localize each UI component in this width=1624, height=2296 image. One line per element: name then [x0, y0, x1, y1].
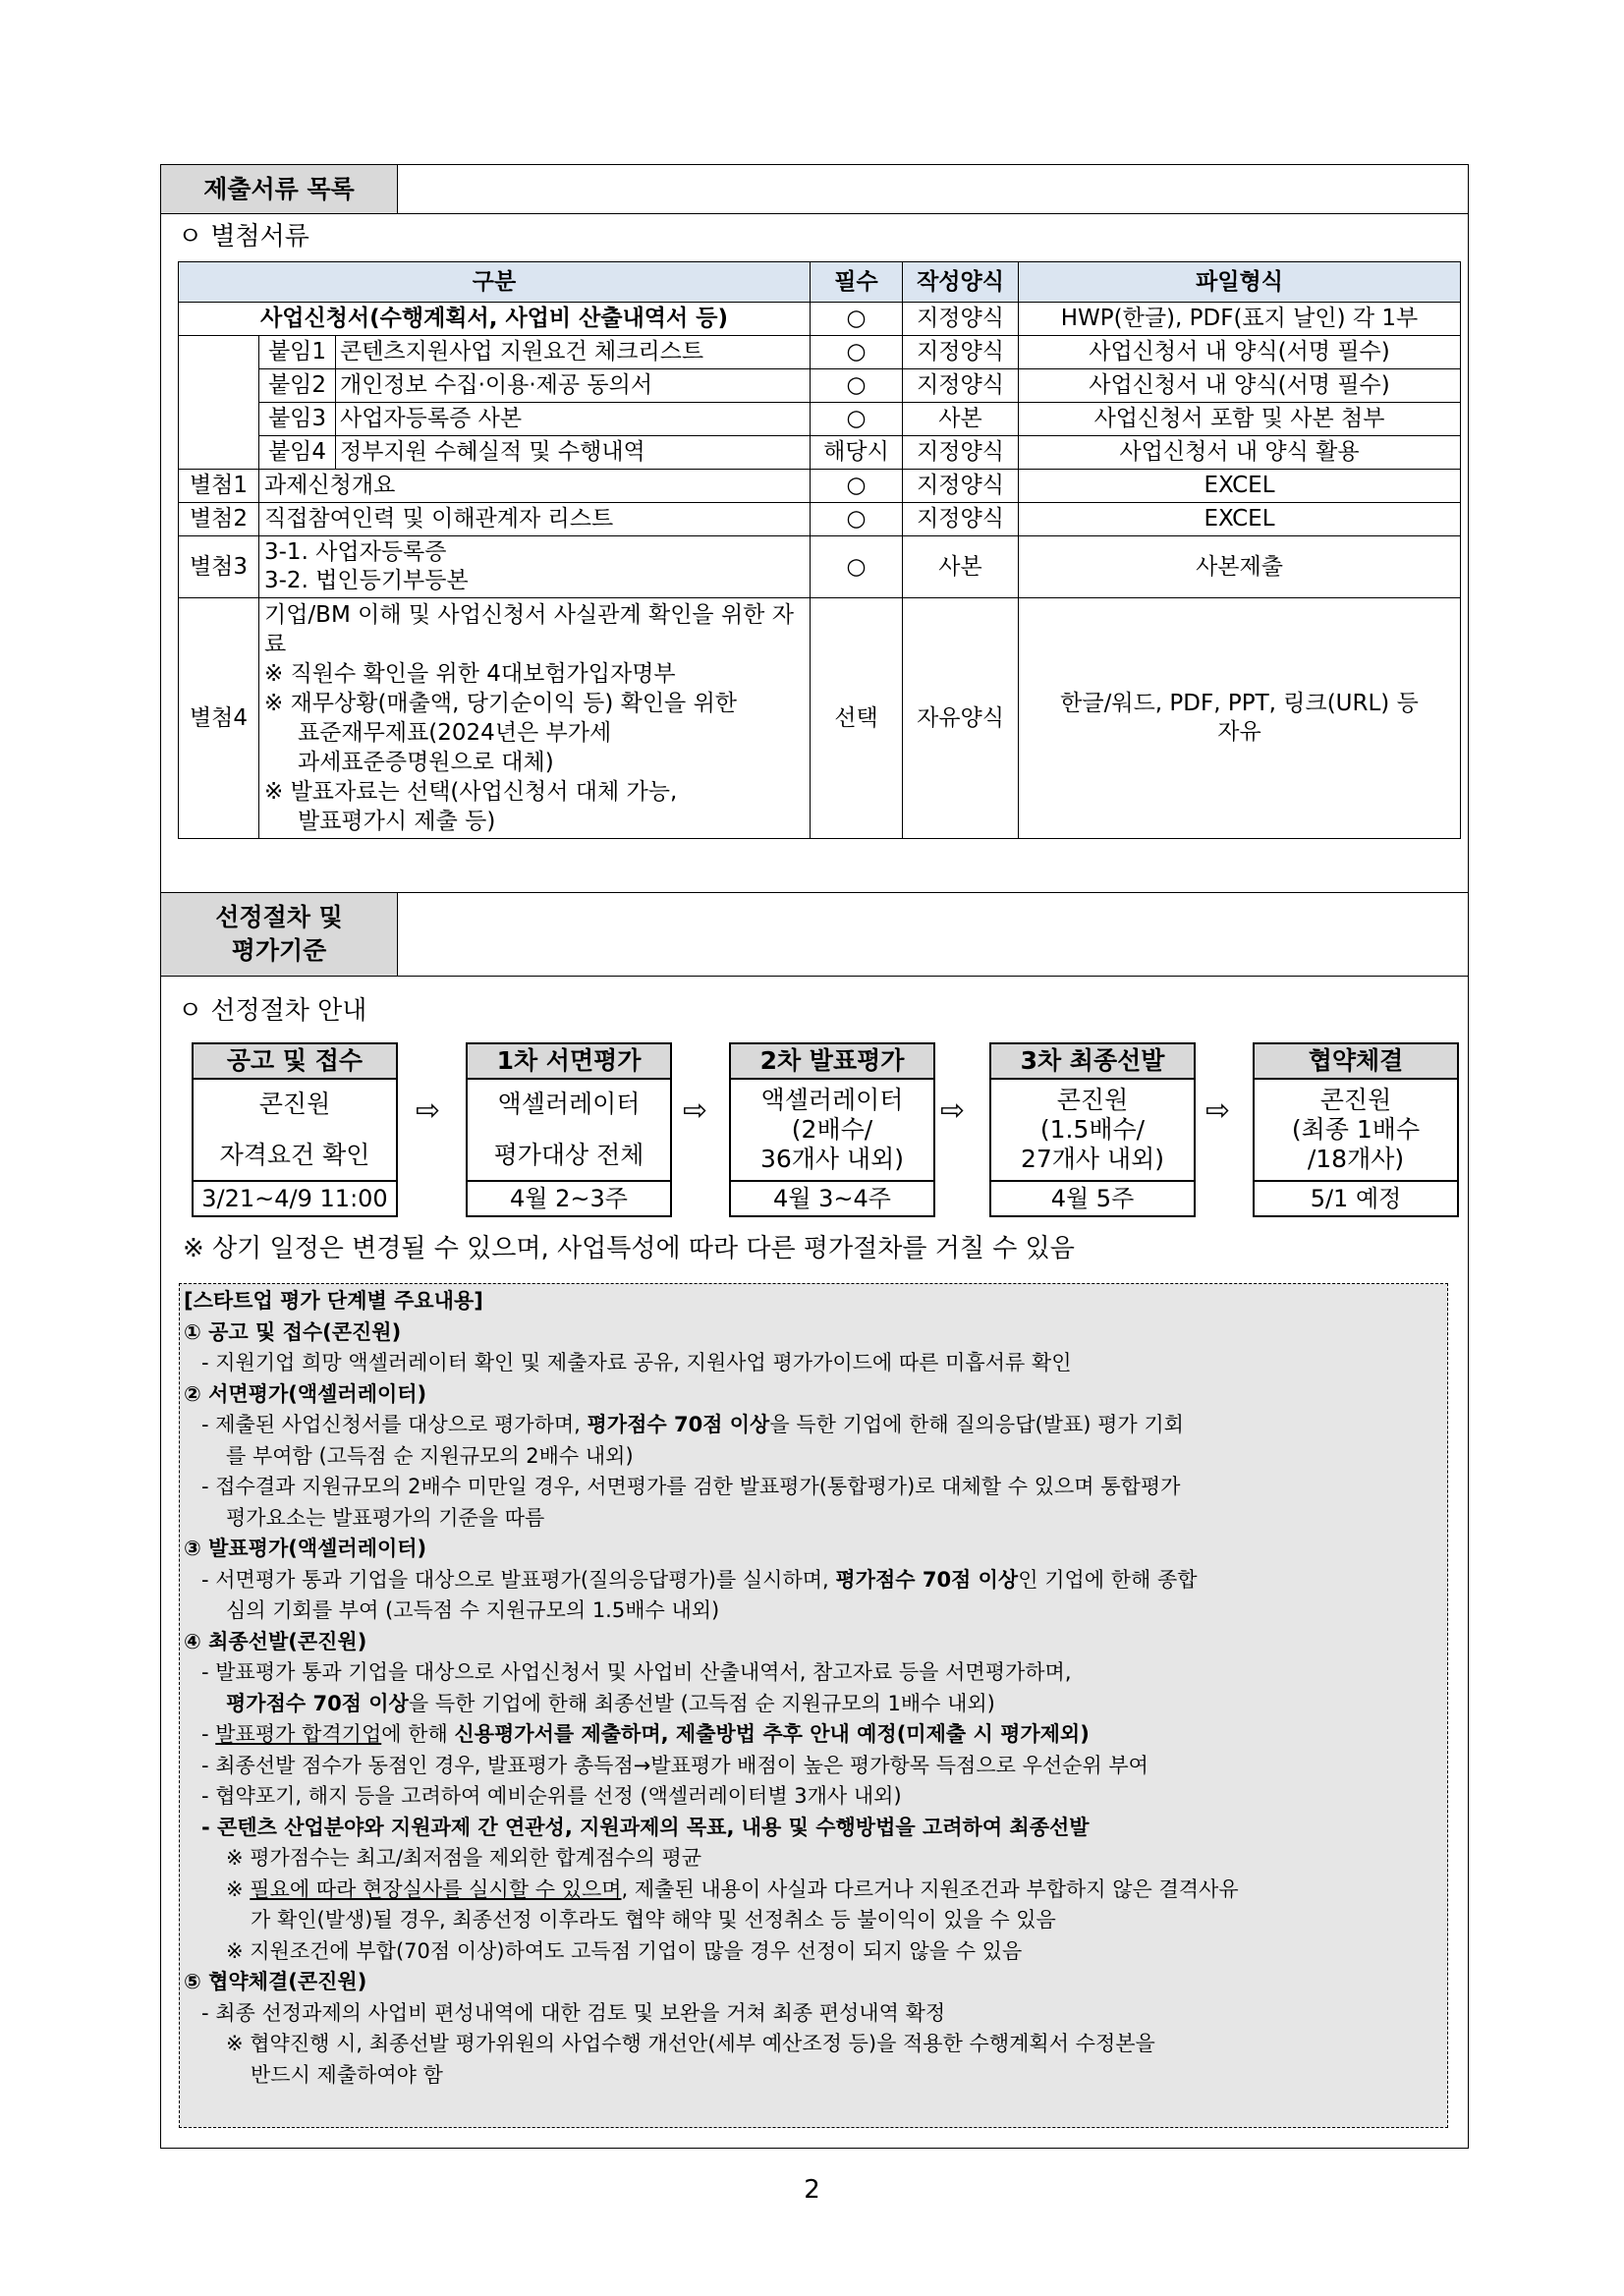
page-number: 2: [804, 2175, 820, 2205]
flow-step: [989, 1042, 1196, 1217]
table-row: [179, 336, 1461, 369]
text-run-bold: 평가점수 70점 이상: [226, 1691, 409, 1715]
sub-label: 정부지원 수혜실적 및 수행내역: [340, 439, 645, 465]
flow-arrow-icon: ⇨: [940, 1093, 966, 1128]
flow-step: [1253, 1042, 1459, 1217]
text-run: 에 한해: [381, 1722, 455, 1746]
flow-step-line: 27개사 내외): [1020, 1145, 1165, 1173]
sub-file: 사업신청서 내 양식 활용: [1019, 436, 1461, 470]
row-main-file: HWP(한글), PDF(표지 날인) 각 1부: [1019, 303, 1461, 336]
stage-heading: ⑤ 협약체결(콘진원): [184, 1970, 367, 1993]
stage-line: [184, 1719, 1443, 1751]
att-req: ○: [811, 470, 903, 503]
sub-row-cell: [259, 369, 811, 403]
header-form: 작성양식: [903, 262, 1019, 303]
sub-row-cell: [259, 436, 811, 470]
att-form: 지정양식: [903, 503, 1019, 536]
stage-line: [184, 1565, 1443, 1596]
section-title-selection: [161, 893, 398, 976]
flow-step-line: 콘진원: [1056, 1086, 1129, 1114]
stage-line: 평가요소는 발표평가의 기준을 따름: [226, 1505, 545, 1530]
text-run-underline: 발표평가 합격기업: [215, 1722, 382, 1746]
stage-line: - 접수결과 지원규모의 2배수 미만일 경우, 서면평가를 검한 발표평가(통합평가)로 대체할 수 있으며 통합평가: [201, 1475, 1181, 1498]
text-run: -: [201, 1722, 216, 1746]
indent-spacer: [179, 336, 259, 470]
sub-file: 사업신청서 포함 및 사본 첨부: [1019, 403, 1461, 436]
flow-arrow-icon: ⇨: [1205, 1093, 1231, 1128]
sub-file: 사업신청서 내 양식(서명 필수): [1019, 369, 1461, 403]
documents-table: [178, 261, 1461, 839]
sub-tag: 붙임4: [259, 436, 336, 469]
flow-step-line: /18개사): [1307, 1145, 1405, 1173]
flow-step-date: 4월 5주: [989, 1182, 1196, 1217]
flow-step-line: 평가대상 전체: [493, 1141, 644, 1169]
att4-line: ※ 직원수 확인을 위한 4대보험가입자명부: [264, 661, 676, 687]
text-run-bold: 평가점수 70점 이상: [835, 1567, 1019, 1592]
att4-file-line: 자유: [1217, 719, 1261, 745]
stage-heading: ③ 발표평가(액셀러레이터): [184, 1537, 427, 1560]
section-title-line: 선정절차 및: [215, 903, 343, 931]
att-label: 과제신청개요: [259, 470, 811, 503]
text-run: 인 기업에 한해 종합: [1018, 1567, 1198, 1592]
flow-step-body: [989, 1080, 1196, 1182]
stage-line: 를 부여함 (고득점 순 지원규모의 2배수 내외): [226, 1443, 634, 1468]
bullet-selection-guide: ㅇ 선정절차 안내: [178, 996, 367, 1026]
flow-step-title: 1차 서면평가: [466, 1042, 672, 1080]
flow-step-line: 콘진원: [258, 1090, 331, 1118]
att-req: ○: [811, 536, 903, 598]
sub-form: 지정양식: [903, 336, 1019, 369]
stage-line: - 최종 선정과제의 사업비 편성내역에 대한 검토 및 보완을 거쳐 최종 편성내역 확정: [201, 2000, 946, 2025]
stage-line: - 지원기업 희망 액셀러레이터 확인 및 제출자료 공유, 지원사업 평가가이드에 따른 미흡서류 확인: [201, 1351, 1072, 1374]
att-file: EXCEL: [1019, 470, 1461, 503]
text-run: - 서면평가 통과 기업을 대상으로 발표평가(질의응답평가)를 실시하며,: [201, 1567, 836, 1592]
header-category: 구분: [179, 262, 811, 303]
stage-note: ※ 평가점수는 최고/최저점을 제외한 합계점수의 평균: [226, 1846, 702, 1870]
sub-label: 개인정보 수집·이용·제공 동의서: [340, 372, 653, 398]
sub-tag: 붙임3: [259, 403, 336, 435]
sub-req: ○: [811, 369, 903, 403]
sub-label: 콘텐츠지원사업 지원요건 체크리스트: [340, 339, 704, 364]
section-header-selection: [161, 892, 1468, 977]
flow-step-title: 공고 및 접수: [192, 1042, 398, 1080]
sub-req: ○: [811, 403, 903, 436]
flow-step-body: [192, 1080, 398, 1182]
sub-form: 사본: [903, 403, 1019, 436]
row-main-label: 사업신청서(수행계획서, 사업비 산출내역서 등): [179, 303, 811, 336]
att-tag: 별첨4: [179, 598, 259, 839]
stage-note: ※ 지원조건에 부합(70점 이상)하여도 고득점 기업이 많을 경우 선정이 되지 않을 수 있음: [226, 1938, 1023, 1963]
sub-tag: 붙임1: [259, 336, 336, 368]
sub-req: 해당시: [811, 436, 903, 470]
stage-note: 반드시 제출하여야 함: [251, 2062, 443, 2087]
stage-line: - 콘텐츠 산업분야와 지원과제 간 연관성, 지원과제의 목표, 내용 및 수행방법을 고려하여 최종선발: [201, 1815, 1090, 1839]
att-file: 사본제출: [1019, 536, 1461, 598]
flow-step-body: [1253, 1080, 1459, 1182]
att-tag: 별첨3: [179, 536, 259, 598]
att4-line: 기업/BM 이해 및 사업신청서 사실관계 확인을 위한 자료: [264, 602, 794, 657]
sub-file: 사업신청서 내 양식(서명 필수): [1019, 336, 1461, 369]
flow-step-line: (1.5배수/: [1039, 1115, 1146, 1144]
flow-step-line: 36개사 내외): [759, 1145, 905, 1173]
flow-step-line: 콘진원: [1319, 1086, 1392, 1114]
att-file: [1019, 598, 1461, 839]
table-row: [179, 403, 1461, 436]
flow-step-date: 4월 3~4주: [729, 1182, 935, 1217]
stage-line: 심의 기회를 부여 (고득점 수 지원규모의 1.5배수 내외): [226, 1598, 720, 1622]
att-label: 직접참여인력 및 이해관계자 리스트: [259, 503, 811, 536]
document-frame: [160, 164, 1469, 2149]
att-form: 자유양식: [903, 598, 1019, 839]
flow-step-date: 4월 2~3주: [466, 1182, 672, 1217]
flow-step-line: (2배수/: [791, 1115, 873, 1144]
att-req: ○: [811, 503, 903, 536]
table-row: [179, 503, 1461, 536]
table-header-row: [179, 262, 1461, 303]
flow-step-line: 액셀러레이터: [497, 1090, 641, 1118]
table-row: [179, 369, 1461, 403]
flow-step-title: 3차 최종선발: [989, 1042, 1196, 1080]
flow-step-title: 협약체결: [1253, 1042, 1459, 1080]
flow-step-body: [466, 1080, 672, 1182]
text-run-underline: 필요에 따라 현장실사를 실시할 수 있으며: [250, 1876, 622, 1901]
text-run: , 제출된 내용이 사실과 다르거나 지원조건과 부합하지 않은 결격사유: [621, 1876, 1239, 1901]
stage-note: ※ 협약진행 시, 최종선발 평가위원의 사업수행 개선안(세부 예산조정 등)을 적용한 수행계획서 수정본을: [226, 2032, 1155, 2055]
flow-step-line: 자격요건 확인: [219, 1141, 370, 1169]
text-run-bold: 평가점수 70점 이상: [587, 1413, 770, 1436]
table-row: [179, 436, 1461, 470]
sub-form: 지정양식: [903, 436, 1019, 470]
flow-note: ※ 상기 일정은 변경될 수 있으며, 사업특성에 따라 다른 평가절차를 거칠 수 있음: [183, 1234, 1075, 1263]
table-row: [179, 536, 1461, 598]
att4-line: 과세표준증명원으로 대체): [298, 750, 554, 775]
stage-line: - 발표평가 통과 기업을 대상으로 사업신청서 및 사업비 산출내역서, 참고자료 등을 서면평가하며,: [201, 1660, 1072, 1684]
att-req: 선택: [811, 598, 903, 839]
flow-step-date: 5/1 예정: [1253, 1182, 1459, 1217]
text-run: - 제출된 사업신청서를 대상으로 평가하며,: [201, 1413, 588, 1436]
att-form: 지정양식: [903, 470, 1019, 503]
text-run: ※: [226, 1876, 251, 1901]
flow-step: [466, 1042, 672, 1217]
stage-line: [184, 1410, 1443, 1441]
sub-row-cell: [259, 403, 811, 436]
sub-req: ○: [811, 336, 903, 369]
stage-note: [184, 1875, 1443, 1906]
row-main-req: ○: [811, 303, 903, 336]
flow-step-line: (최종 1배수: [1291, 1115, 1421, 1144]
att-tag: 별첨1: [179, 470, 259, 503]
text-run: 을 득한 기업에 한해 질의응답(발표) 평가 기회: [769, 1413, 1184, 1436]
stage-line: - 협약포기, 해지 등을 고려하여 예비순위를 선정 (액셀러레이터별 3개사 내외): [201, 1784, 902, 1808]
header-file-type: 파일형식: [1019, 262, 1461, 303]
att-tag: 별첨2: [179, 503, 259, 536]
flow-step-title: 2차 발표평가: [729, 1042, 935, 1080]
flow-step-body: [729, 1080, 935, 1182]
att4-line: 발표평가시 제출 등): [298, 809, 496, 834]
sub-label: 사업자등록증 사본: [340, 406, 523, 431]
att4-line: ※ 발표자료는 선택(사업신청서 대체 가능,: [264, 779, 678, 805]
stage-note: 가 확인(발생)될 경우, 최종선정 이후라도 협약 해약 및 선정취소 등 불이익이 있을 수 있음: [251, 1908, 1056, 1932]
stage-heading: ④ 최종선발(콘진원): [184, 1629, 367, 1653]
bullet-attachments: ㅇ 별첨서류: [178, 222, 309, 252]
text-run-bold: 신용평가서를 제출하며, 제출방법 추후 안내 예정(미제출 시 평가제외): [454, 1722, 1090, 1746]
stage-heading: ① 공고 및 접수(콘진원): [184, 1319, 402, 1344]
section-title-line: 평가기준: [231, 936, 327, 965]
att-label: [259, 598, 811, 839]
table-row: [179, 303, 1461, 336]
stage-line: - 최종선발 점수가 동점인 경우, 발표평가 총득점→발표평가 배점이 높은 평가항목 득점으로 우선순위 부여: [201, 1753, 1148, 1777]
stage-line: [184, 1689, 1443, 1720]
flow-step-date: 3/21~4/9 11:00: [192, 1182, 398, 1217]
sub-tag: 붙임2: [259, 369, 336, 402]
att4-line: ※ 재무상황(매출액, 당기순이익 등) 확인을 위한: [264, 691, 738, 716]
att-form: 사본: [903, 536, 1019, 598]
att-label: [259, 536, 811, 598]
sub-row-cell: [259, 336, 811, 369]
text-run: 을 득한 기업에 한해 최종선발 (고득점 순 지원규모의 1배수 내외): [408, 1691, 995, 1715]
section-header-documents: [161, 165, 1468, 214]
evaluation-stages-box: [179, 1283, 1448, 2128]
flow-arrow-icon: ⇨: [416, 1093, 441, 1128]
flow-step: [729, 1042, 935, 1217]
header-required: 필수: [811, 262, 903, 303]
flow-step-line: 액셀러레이터: [760, 1086, 904, 1114]
row-main-form: 지정양식: [903, 303, 1019, 336]
table-row: [179, 598, 1461, 839]
section-title-documents: 제출서류 목록: [161, 165, 398, 213]
att4-line: 표준재무제표(2024년은 부가세: [298, 720, 612, 746]
table-row: [179, 470, 1461, 503]
stages-title: [스타트업 평가 단계별 주요내용]: [184, 1289, 483, 1313]
att4-file-line: 한글/워드, PDF, PPT, 링크(URL) 등: [1060, 691, 1419, 716]
att-file: EXCEL: [1019, 503, 1461, 536]
flow-step: [192, 1042, 398, 1217]
sub-form: 지정양식: [903, 369, 1019, 403]
stage-heading: ② 서면평가(액셀러레이터): [184, 1381, 427, 1406]
att3-line: 3-1. 사업자등록증: [264, 539, 447, 565]
att3-line: 3-2. 법인등기부등본: [264, 568, 469, 593]
flow-arrow-icon: ⇨: [683, 1093, 708, 1128]
